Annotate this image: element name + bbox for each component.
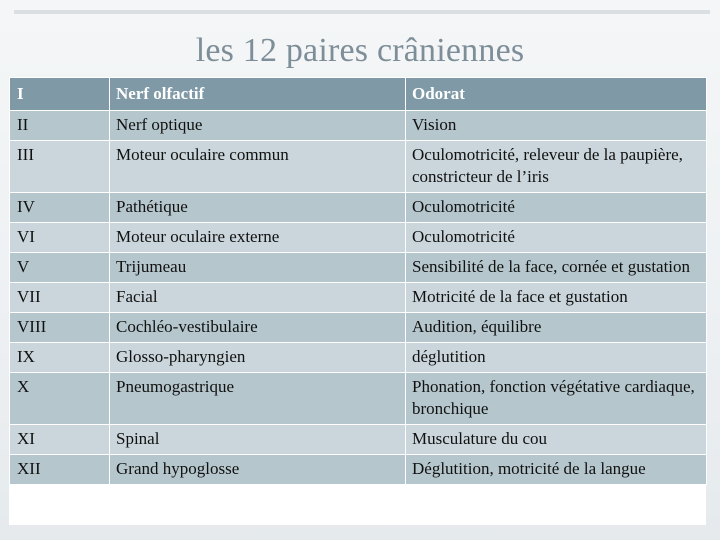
table-row (10, 343, 707, 373)
table-row (10, 283, 707, 313)
nerve-function: Oculomotricité (406, 223, 707, 253)
top-divider (14, 10, 710, 14)
table-row (10, 223, 707, 253)
nerve-number: III (10, 141, 110, 193)
cranial-nerves-table (9, 77, 707, 485)
nerve-function: Musculature du cou (406, 425, 707, 455)
table-row (10, 141, 707, 193)
nerve-name: Spinal (110, 425, 406, 455)
table-row (10, 425, 707, 455)
nerve-function: Vision (406, 111, 707, 141)
nerve-number: VII (10, 283, 110, 313)
nerve-name: Cochléo-vestibulaire (110, 313, 406, 343)
nerve-function: Déglutition, motricité de la langue (406, 455, 707, 485)
slide-title: les 12 paires crâniennes (195, 32, 525, 69)
nerve-number: VIII (10, 313, 110, 343)
nerve-name: Moteur oculaire commun (110, 141, 406, 193)
table-row (10, 373, 707, 425)
nerve-name: Glosso-pharyngien (110, 343, 406, 373)
table-header-row (10, 78, 707, 111)
nerve-name: Trijumeau (110, 253, 406, 283)
table-row (10, 111, 707, 141)
nerve-name: Moteur oculaire externe (110, 223, 406, 253)
nerve-number: II (10, 111, 110, 141)
nerve-function: Phonation, fonction végétative cardiaque, bronchique (406, 373, 707, 425)
nerve-function: Motricité de la face et gustation (406, 283, 707, 313)
nerve-function: déglutition (406, 343, 707, 373)
header-nerve-name: Nerf olfactif (110, 78, 406, 111)
nerve-number: V (10, 253, 110, 283)
nerve-number: IX (10, 343, 110, 373)
nerve-function: Sensibilité de la face, cornée et gustation (406, 253, 707, 283)
nerve-number: VI (10, 223, 110, 253)
nerve-number: XII (10, 455, 110, 485)
nerve-number: X (10, 373, 110, 425)
cranial-nerves-table-container (9, 77, 706, 525)
nerve-number: IV (10, 193, 110, 223)
header-nerve-number: I (10, 78, 110, 111)
nerve-name: Nerf optique (110, 111, 406, 141)
nerve-function: Audition, équilibre (406, 313, 707, 343)
nerve-name: Grand hypoglosse (110, 455, 406, 485)
nerve-function: Oculomotricité (406, 193, 707, 223)
nerve-number: XI (10, 425, 110, 455)
header-nerve-function: Odorat (406, 78, 707, 111)
nerve-name: Facial (110, 283, 406, 313)
nerve-name: Pneumogastrique (110, 373, 406, 425)
table-row (10, 193, 707, 223)
nerve-function: Oculomotricité, releveur de la paupière, constricteur de l’iris (406, 141, 707, 193)
table-row (10, 455, 707, 485)
table-row (10, 313, 707, 343)
nerve-name: Pathétique (110, 193, 406, 223)
table-row (10, 253, 707, 283)
